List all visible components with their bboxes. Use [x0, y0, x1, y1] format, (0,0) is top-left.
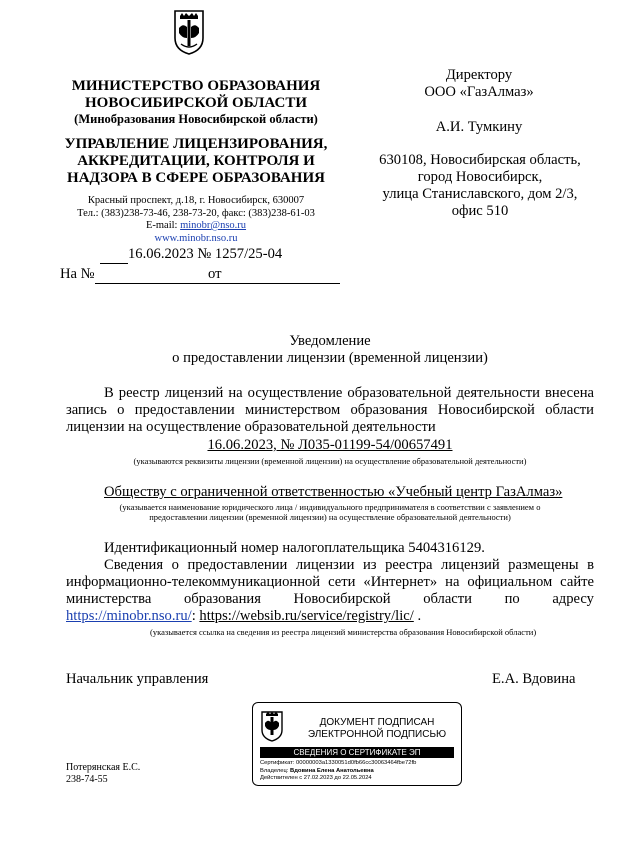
- signer-name: Е.А. Вдовина: [492, 671, 576, 687]
- stamp-certificate-bar: СВЕДЕНИЯ О СЕРТИФИКАТЕ ЭП: [260, 747, 454, 758]
- stamp-certificate-number: Сертификат: 00000003a1330051d0fb66cc30063464fbe72fb: [260, 760, 417, 766]
- executor-name: Потерянская Е.С.: [66, 762, 141, 773]
- stamp-validity: Действителен с 27.02.2023 до 22.05.2024: [260, 775, 372, 781]
- reference-line: [95, 283, 340, 284]
- e-signature-stamp: [252, 702, 462, 786]
- notice-title: Уведомление: [289, 333, 371, 349]
- signer-position: Начальник управления: [66, 671, 209, 687]
- recipient-company: ООО «ГазАлмаз»: [424, 84, 534, 100]
- ministry-name: МИНИСТЕРСТВО ОБРАЗОВАНИЯ: [71, 78, 321, 94]
- ministry-short-name: (Минобразования Новосибирской области): [74, 112, 318, 126]
- organization-name: Обществу с ограниченной ответственностью «Учебный центр ГазАлмаз»: [104, 484, 563, 500]
- paragraph-2-line3: министерства образования Новосибирской области по адресу: [66, 591, 594, 607]
- department-name-line3: НАДЗОРА В СФЕРЕ ОБРАЗОВАНИЯ: [67, 170, 325, 186]
- hint-license-details: (указываются реквизиты лицензии (временной лицензии) на осуществление образовательной деятельности): [133, 456, 527, 466]
- stamp-emblem-icon: [260, 710, 284, 742]
- recipient-address-line4: офис 510: [451, 203, 509, 219]
- hint-organization-line1: (указывается наименование юридического лица / индивидуального предпринимателя в соответствии с заявлением о: [119, 502, 541, 512]
- ministry-region: НОВОСИБИРСКОЙ ОБЛАСТИ: [84, 95, 308, 111]
- hint-registry-url: (указывается ссылка на сведения из реестра лицензий министерства образования Новосибирской области): [150, 627, 537, 637]
- sender-email-line: E-mail: minobr@nso.ru: [145, 220, 247, 231]
- registry-link[interactable]: https://websib.ru/service/registry/lic/: [199, 608, 414, 624]
- coat-of-arms-icon: [172, 8, 206, 56]
- website-link[interactable]: www.minobr.nso.ru: [154, 232, 238, 244]
- paragraph-2-line2: информационно-телекоммуникационной сети «Интернет» на официальном сайте: [66, 574, 594, 590]
- reference-label: На №: [60, 266, 95, 282]
- paragraph-1-line1: В реестр лицензий на осуществление образовательной деятельности внесена: [104, 385, 594, 401]
- notice-subtitle: о предоставлении лицензии (временной лицензии): [172, 350, 488, 366]
- sender-phones: Тел.: (383)238-73-46, 238-73-20, факс: (383)238-61-03: [77, 207, 315, 219]
- stamp-title-line2: ЭЛЕКТРОННОЙ ПОДПИСЬЮ: [307, 729, 447, 740]
- email-link[interactable]: minobr@nso.ru: [180, 220, 247, 231]
- recipient-name: А.И. Тумкину: [435, 119, 523, 135]
- department-name-line2: АККРЕДИТАЦИИ, КОНТРОЛЯ И: [77, 153, 315, 169]
- ministry-site-link[interactable]: https://minobr.nso.ru/: [66, 608, 192, 624]
- recipient-address-line2: город Новосибирск,: [417, 169, 543, 185]
- recipient-position: Директору: [445, 67, 513, 83]
- recipient-address-line3: улица Станиславского, дом 2/3,: [382, 186, 578, 202]
- paragraph-2-urls: https://minobr.nso.ru/: https://websib.ru/service/registry/lic/ .: [66, 608, 422, 624]
- paragraph-1-line3: лицензии на осуществление образовательной деятельности: [66, 419, 436, 435]
- department-name-line1: УПРАВЛЕНИЕ ЛИЦЕНЗИРОВАНИЯ,: [64, 136, 328, 152]
- executor-phone: 238-74-55: [66, 774, 108, 785]
- stamp-title-line1: ДОКУМЕНТ ПОДПИСАН: [319, 717, 435, 728]
- taxpayer-id: Идентификационный номер налогоплательщика 5404316129.: [104, 540, 485, 556]
- hint-organization-line2: предоставлении лицензии (временной лицензии) на осуществление образовательной деятельности): [149, 512, 511, 522]
- outgoing-date-underline: [100, 263, 128, 264]
- license-details: 16.06.2023, № Л035-01199-54/00657491: [207, 437, 453, 453]
- recipient-address-line1: 630108, Новосибирская область,: [379, 152, 581, 168]
- paragraph-2-line1: Сведения о предоставлении лицензии из реестра лицензий размещены в: [104, 557, 594, 573]
- stamp-owner: Владелец: Вдовина Елена Анатольевна: [260, 767, 374, 774]
- paragraph-1-line2: запись о предоставлении министерством образования Новосибирской области: [66, 402, 594, 418]
- sender-address: Красный проспект, д.18, г. Новосибирск, 630007: [87, 195, 305, 206]
- reference-from-label: от: [208, 266, 222, 282]
- outgoing-date-number: 16.06.2023 № 1257/25-04: [128, 246, 283, 262]
